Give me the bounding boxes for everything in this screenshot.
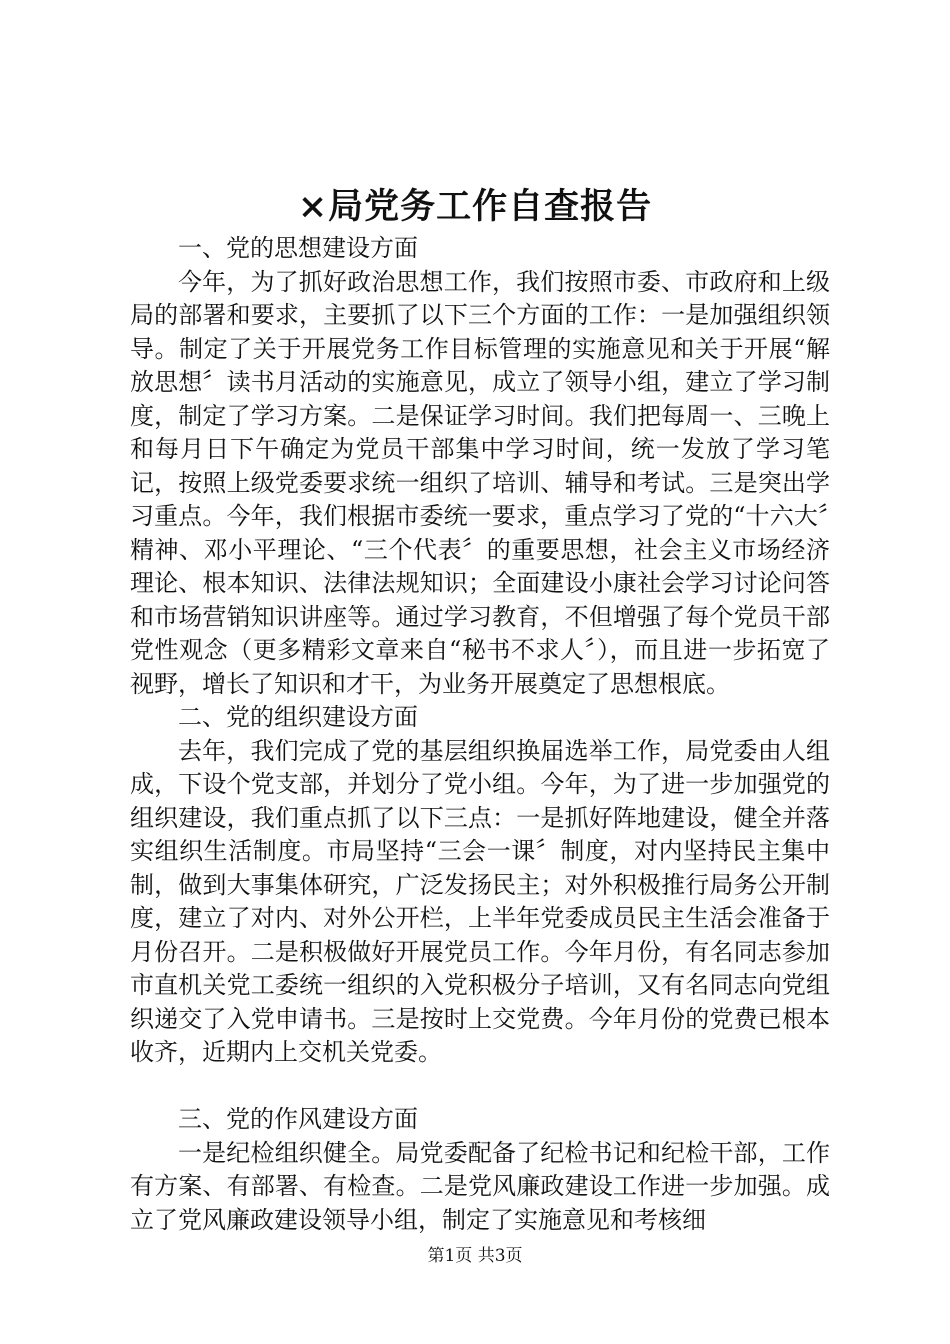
section-heading-organization: 二、党的组织建设方面 (178, 703, 418, 731)
document-body (130, 232, 830, 1237)
page-title: ×局党务工作自查报告 (297, 186, 653, 227)
page-footer: 第1页 共3页 (427, 1246, 523, 1266)
paragraph-spacer (130, 1070, 830, 1104)
section-heading-conduct: 三、党的作风建设方面 (178, 1105, 418, 1133)
section-paragraph-ideology: 今年，为了抓好政治思想工作，我们按照市委、市政府和上级局的部署和要求，主要抓了以下三个方面的工作：一是加强组织领导。制定了关于开展党务工作目标管理的实施意见和关于开展“解放思想〞读书月活动的实施意见，成立了领导小组，建立了学习制度，制定了学习方案。二是保证学习时间。我们把每周一、三晚上和每月日下午确定为党员干部集中学习时间，统一发放了学习笔记，按照上级党委要求统一组织了培训、辅导和考试。三是突出学习重点。今年，我们根据市委统一要求，重点学习了党的“十六大〞精神、邓小平理论、“三个代表〞的重要思想，社会主义市场经济理论、根本知识、法律法规知识；全面建设小康社会学习讨论问答和市场营销知识讲座等。通过学习教育，不但增强了每个党员干部党性观念（更多精彩文章来自“秘书不求人〞），而且进一步拓宽了视野，增长了知识和才干，为业务开展奠定了思想根底。 (130, 267, 830, 698)
section-paragraph-organization: 去年，我们完成了党的基层组织换届选举工作，局党委由人组成，下设个党支部，并划分了党小组。今年，为了进一步加强党的组织建设，我们重点抓了以下三点：一是抓好阵地建设，健全并落实组织生活制度。市局坚持“三会一课〞制度，对内坚持民主集中制，做到大事集体研究，广泛发扬民主；对外积极推行局务公开制度，建立了对内、对外公开栏，上半年党委成员民主生活会准备于月份召开。二是积极做好开展党员工作。今年月份，有名同志参加市直机关党工委统一组织的入党积极分子培训，又有名同志向党组织递交了入党申请书。三是按时上交党费。今年月份的党费已根本收齐，近期内上交机关党委。 (130, 736, 830, 1066)
section-paragraph-conduct: 一是纪检组织健全。局党委配备了纪检书记和纪检干部，工作有方案、有部署、有检查。二是党风廉政建设工作进一步加强。成立了党风廉政建设领导小组，制定了实施意见和考核细 (130, 1138, 830, 1234)
section-heading-ideology: 一、党的思想建设方面 (178, 234, 418, 262)
